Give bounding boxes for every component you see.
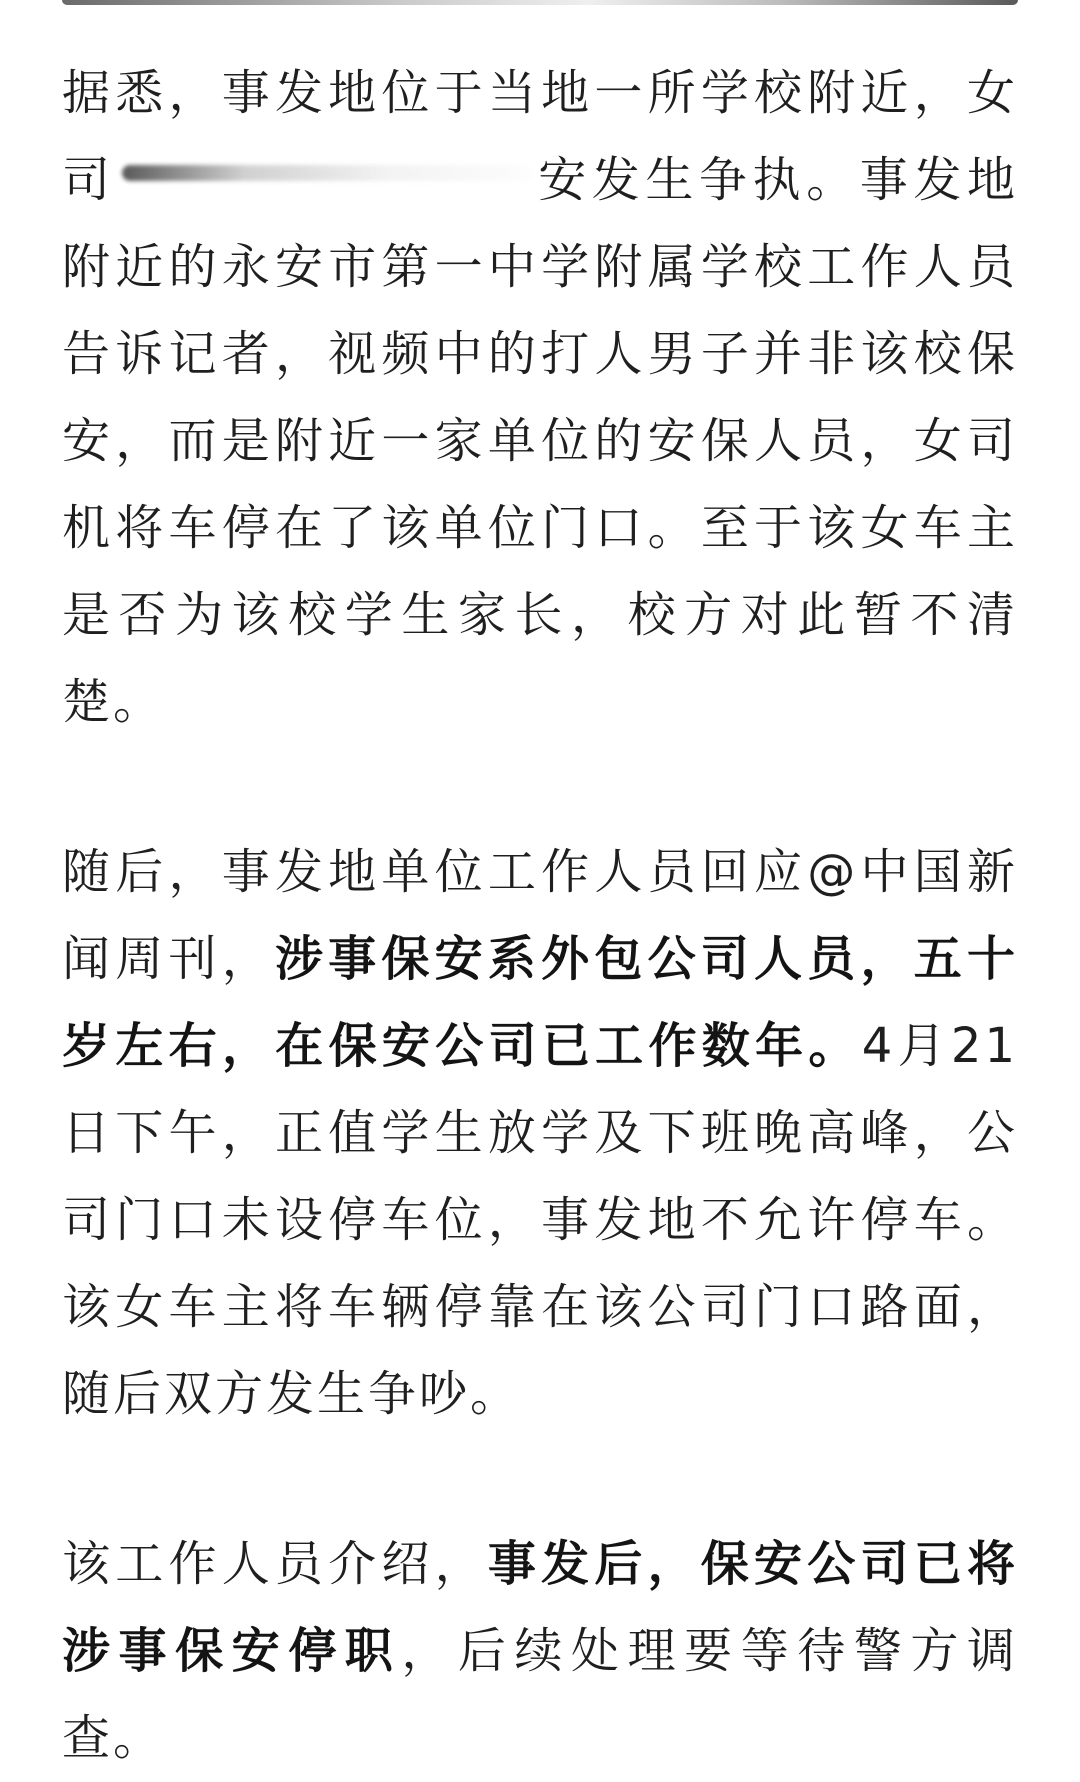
paragraph-3-text-b: ，后续处理要等待警方调查。 [62,1623,1018,1766]
article-body [62,50,1018,1782]
paragraph-3-bold-text: 事发后，保安公司已将涉事保安停职 [62,1536,1018,1679]
paragraph-2 [62,829,1018,1438]
paragraph-1 [62,50,1018,746]
paragraph-2-text-a: 随后，事发地单位工作人员回应@中国新闻周刊， [62,844,1018,987]
paragraph-1-text-b: 安发生争执。事发地附近的永安市第一中学附属学校工作人员告诉记者，视频中的打人男子并非该校保安，而是附近一家单位的安保人员，女司机将车停在了该单位门口。至于该女车主是否为该校学生家长，校方对此暂不清楚。 [62,152,1018,730]
paragraph-3 [62,1521,1018,1782]
top-image-edge [62,0,1018,5]
redacted-text-smear [116,137,536,224]
paragraph-2-text-b: 4月21日下午，正值学生放学及下班晚高峰，公司门口未设停车位，事发地不允许停车。该女车主将车辆停靠在该公司门口路面，随后双方发生争吵。 [62,1018,1018,1422]
paragraph-3-text-a: 该工作人员介绍， [62,1536,488,1592]
paragraph-1-text-a: 据悉，事发地位于当地一所学校附近，女司 [62,65,1018,208]
paragraph-2-bold-text: 涉事保安系外包公司人员，五十岁左右，在保安公司已工作数年。 [62,931,1018,1074]
